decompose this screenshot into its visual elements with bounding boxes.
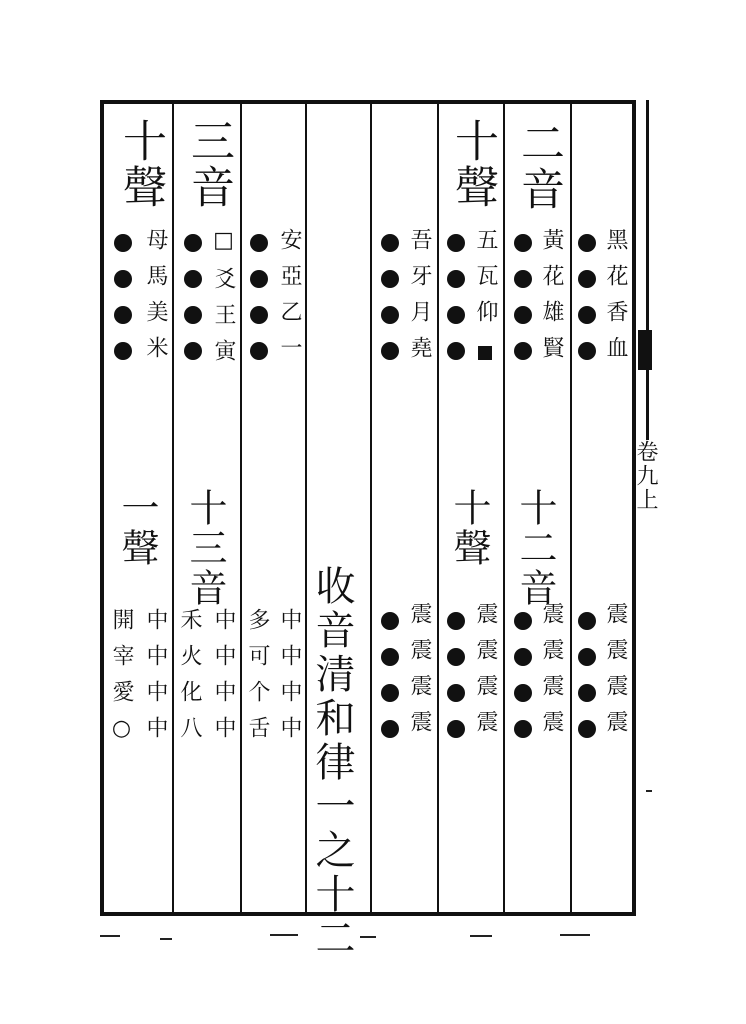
r-col3-lower: 震震震震 <box>473 602 498 746</box>
l-col3-lower-b: 禾火化八 <box>177 608 202 752</box>
l-col4-lower-a: 中中中中 <box>143 608 168 752</box>
filled-dot <box>447 342 465 360</box>
l-col3-lower-header: 十三音 <box>183 488 227 608</box>
r-col1-lower-dots <box>578 612 596 738</box>
filled-dot <box>447 306 465 324</box>
scan-speck <box>160 938 172 940</box>
filled-dot <box>578 684 596 702</box>
r-col2-header: 二音 <box>513 120 564 212</box>
filled-dot <box>381 270 399 288</box>
filled-dot <box>447 720 465 738</box>
l-col4-header: 十聲 <box>115 118 166 210</box>
filled-dot <box>578 648 596 666</box>
filled-dot <box>578 234 596 252</box>
missing-char-block <box>478 346 492 360</box>
filled-dot <box>114 342 132 360</box>
filled-dot <box>381 648 399 666</box>
filled-dot <box>447 684 465 702</box>
filled-dot <box>514 234 532 252</box>
filled-dot <box>184 306 202 324</box>
filled-dot <box>381 306 399 324</box>
l-col3-upper: □爻王寅 <box>211 228 236 375</box>
filled-dot <box>514 648 532 666</box>
filled-dot <box>184 234 202 252</box>
section-title: 收音清和律一之十二 <box>309 565 355 961</box>
scan-speck <box>470 935 492 937</box>
scan-speck <box>646 790 652 792</box>
volume-label: 卷九上 <box>633 440 658 512</box>
l-col3-header: 三音 <box>183 118 234 210</box>
r-col2-upper-dots <box>514 234 532 360</box>
r-col1-upper-dots <box>578 234 596 360</box>
l-col1-upper-dots <box>250 234 268 360</box>
column-rule <box>305 100 307 916</box>
filled-dot <box>578 342 596 360</box>
column-rule <box>437 100 439 916</box>
r-col2-lower-dots <box>514 612 532 738</box>
column-rule <box>240 100 242 916</box>
column-rule <box>172 100 174 916</box>
r-col3-header: 十聲 <box>447 118 498 210</box>
r-col1-lower: 震震震震 <box>603 602 628 746</box>
filled-dot <box>114 270 132 288</box>
r-col1-upper: 黑花香血 <box>603 228 628 372</box>
r-col3-upper: 五瓦仰 <box>473 228 498 336</box>
filled-dot <box>114 234 132 252</box>
filled-dot <box>381 612 399 630</box>
l-col3-lower-a: 中中中中 <box>211 608 236 752</box>
filled-dot <box>578 612 596 630</box>
r-col3-lower-dots <box>447 612 465 738</box>
l-col1-upper: 安亞乙一 <box>277 228 302 372</box>
filled-dot <box>514 612 532 630</box>
filled-dot <box>250 270 268 288</box>
scan-speck <box>560 934 590 936</box>
scan-speck <box>270 934 298 936</box>
filled-dot <box>250 234 268 252</box>
filled-dot <box>381 684 399 702</box>
filled-dot <box>514 306 532 324</box>
bottom-border <box>100 912 636 916</box>
filled-dot <box>184 342 202 360</box>
filled-dot <box>514 270 532 288</box>
filled-dot <box>514 684 532 702</box>
filled-dot <box>514 342 532 360</box>
filled-dot <box>447 612 465 630</box>
column-rule <box>370 100 372 916</box>
column-rule <box>570 100 572 916</box>
l-col2-lower: 多可个舌 <box>245 608 270 752</box>
r-col4-upper-dots <box>381 234 399 360</box>
filled-dot <box>578 720 596 738</box>
filled-dot <box>184 270 202 288</box>
l-col4-upper: 母馬美米 <box>143 228 168 372</box>
r-col4-lower-dots <box>381 612 399 738</box>
l-col4-lower-b: 開宰愛○ <box>109 608 134 755</box>
filled-dot <box>447 648 465 666</box>
r-col3-lower-header: 十聲 <box>447 488 491 568</box>
r-col2-lower: 震震震震 <box>539 602 564 746</box>
filled-dot <box>578 306 596 324</box>
filled-dot <box>381 720 399 738</box>
scan-speck <box>360 936 376 938</box>
r-col2-lower-header: 十二音 <box>513 488 557 608</box>
l-col4-upper-dots <box>114 234 132 360</box>
top-border <box>100 100 636 104</box>
l-col4-lower-header: 一聲 <box>115 488 159 568</box>
left-border <box>100 100 104 916</box>
scan-speck <box>100 935 120 937</box>
edge-black-block <box>638 330 652 370</box>
filled-dot <box>447 270 465 288</box>
r-col4-upper: 吾牙月堯 <box>407 228 432 372</box>
r-col3-upper-dots <box>447 234 465 360</box>
filled-dot <box>250 306 268 324</box>
filled-dot <box>514 720 532 738</box>
column-rule <box>503 100 505 916</box>
filled-dot <box>578 270 596 288</box>
l-col3-upper-dots <box>184 234 202 360</box>
filled-dot <box>250 342 268 360</box>
r-col2-upper: 黃花雄賢 <box>539 228 564 372</box>
filled-dot <box>447 234 465 252</box>
filled-dot <box>381 342 399 360</box>
filled-dot <box>381 234 399 252</box>
edge-rule <box>646 100 649 440</box>
r-col4-lower: 震震震震 <box>407 602 432 746</box>
l-col1-lower: 中中中中 <box>277 608 302 752</box>
filled-dot <box>114 306 132 324</box>
